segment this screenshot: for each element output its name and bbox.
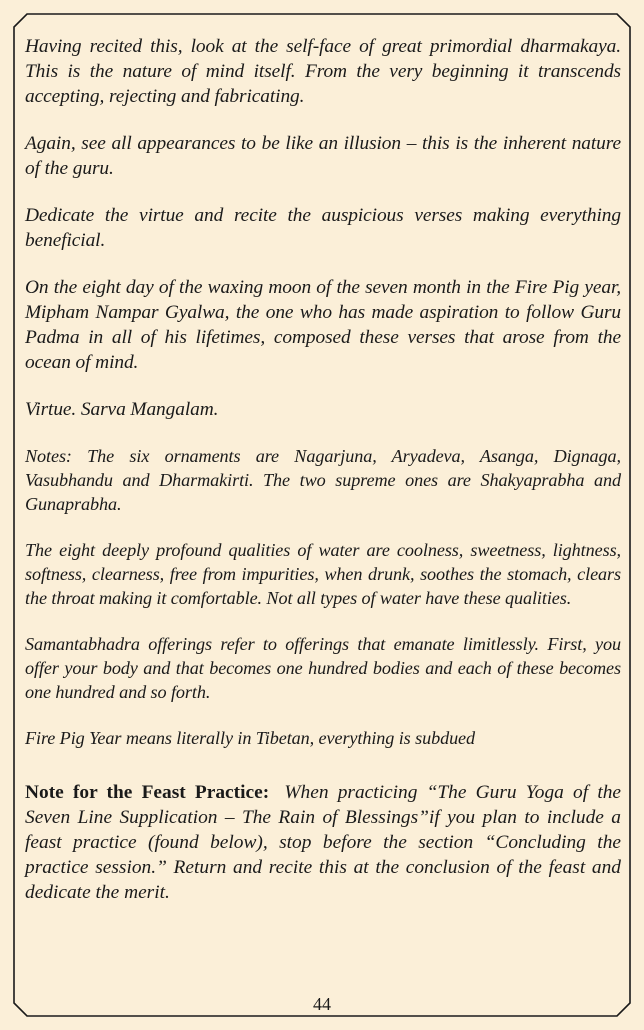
feast-note-text: When practicing “The Guru Yoga of the Seven Line Supplication – The Rain of Blessings”if you plan to include a feast practice (found below), stop before the section “Concluding the practice session.” Return and recite this at the conclusion of the feast and dedicate the merit. <box>25 782 622 903</box>
note-samantabhadra: Samantabhadra offerings refer to offerings that emanate limitlessly. First, you offer your body and that becomes one hundred bodies and each of these becomes one hundred and so forth. <box>25 634 621 702</box>
note-water-qualities: The eight deeply profound qualities of water are coolness, sweetness, lightness, softness, clearness, free from impurities, when drunk, soothes the stomach, clears the throat making it comfortable. Not all types of water have these qualities. <box>25 540 621 608</box>
paragraph-appearances: Again, see all appearances to be like an illusion – this is the inherent nature of the guru. <box>25 133 621 179</box>
note-six-ornaments: Notes: The six ornaments are Nagarjuna, Aryadeva, Asanga, Dignaga, Vasubhandu and Dharmakirti. The two supreme ones are Shakyaprabha and Gunaprabha. <box>25 446 621 514</box>
page-number: 44 <box>313 994 331 1014</box>
feast-note-label: Note for the Feast Practice: <box>25 782 270 803</box>
paragraph-dharmakaya: Having recited this, look at the self-face of great primordial dharmakaya. This is the nature of mind itself. From the very beginning it transcends accepting, rejecting and fabricating. <box>25 36 621 107</box>
paragraph-colophon: On the eight day of the waxing moon of the seven month in the Fire Pig year, Mipham Nampar Gyalwa, the one who has made aspiration to follow Guru Padma in all of his lifetimes, composed these verses that arose from the ocean of mind. <box>25 277 621 373</box>
paragraph-virtue: Virtue. Sarva Mangalam. <box>25 399 219 420</box>
page-content <box>25 34 621 924</box>
paragraph-dedicate: Dedicate the virtue and recite the auspicious verses making everything beneficial. <box>25 205 621 251</box>
feast-practice-note <box>25 780 621 905</box>
note-fire-pig-year: Fire Pig Year means literally in Tibetan, everything is subdued <box>25 728 476 748</box>
